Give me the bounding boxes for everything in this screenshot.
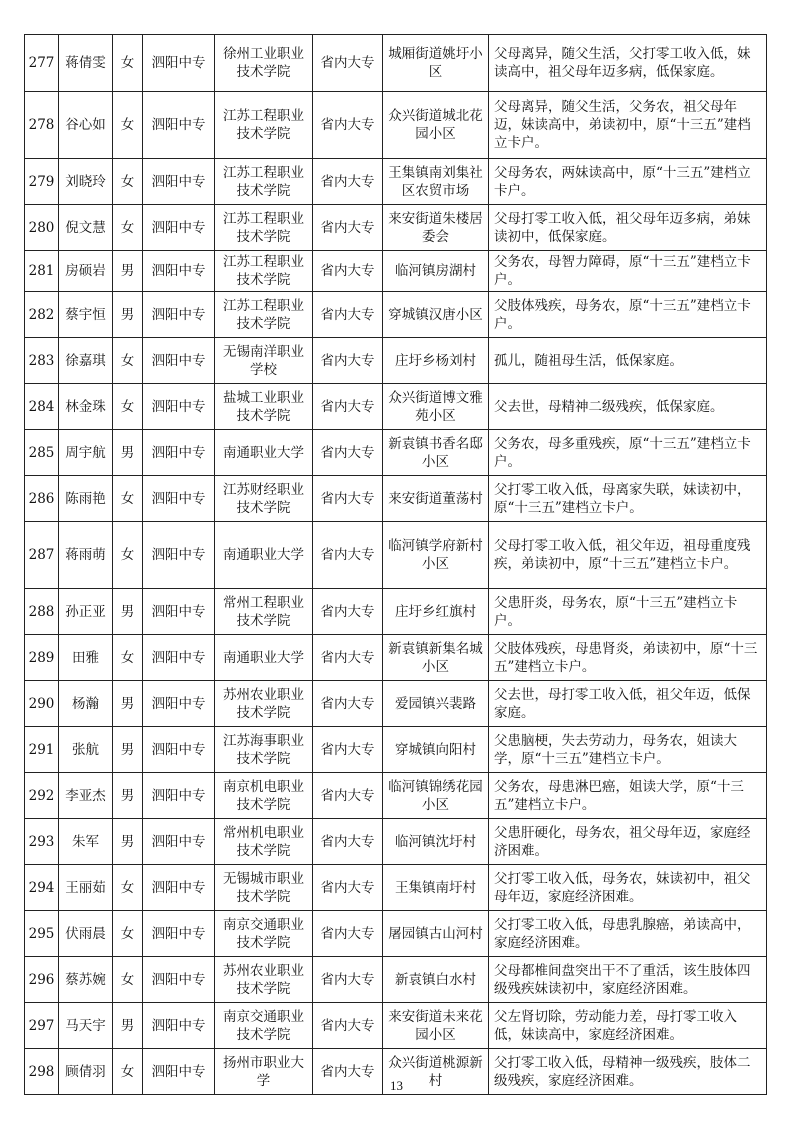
row-number-cell: 291	[25, 727, 59, 773]
gender-cell: 女	[113, 35, 143, 92]
high-school-cell: 泗阳中专	[143, 819, 215, 865]
row-number-cell: 287	[25, 522, 59, 589]
family-situation-cell: 父患肝硬化，母务农，祖父母年迈，家庭经济困难。	[489, 819, 767, 865]
high-school-cell: 泗阳中专	[143, 292, 215, 338]
admission-level-cell: 省内大专	[313, 35, 383, 92]
high-school-cell: 泗阳中专	[143, 159, 215, 205]
student-name-cell: 蒋倩雯	[59, 35, 113, 92]
gender-cell: 男	[113, 292, 143, 338]
family-situation-cell: 父打零工收入低，母离家失联，妹读初中，原“十三五”建档立卡户。	[489, 476, 767, 522]
student-name-cell: 徐嘉琪	[59, 338, 113, 384]
table-row	[25, 205, 767, 251]
row-number-cell: 282	[25, 292, 59, 338]
gender-cell: 男	[113, 773, 143, 819]
college-cell: 南通职业大学	[215, 430, 313, 476]
row-number-cell: 281	[25, 251, 59, 292]
high-school-cell: 泗阳中专	[143, 1003, 215, 1049]
gender-cell: 男	[113, 1003, 143, 1049]
admission-level-cell: 省内大专	[313, 957, 383, 1003]
admission-level-cell: 省内大专	[313, 911, 383, 957]
gender-cell: 男	[113, 589, 143, 635]
high-school-cell: 泗阳中专	[143, 35, 215, 92]
row-number-cell: 290	[25, 681, 59, 727]
college-cell: 无锡南洋职业学校	[215, 338, 313, 384]
home-address-cell: 临河镇学府新村小区	[383, 522, 489, 589]
college-cell: 苏州农业职业技术学院	[215, 957, 313, 1003]
admission-level-cell: 省内大专	[313, 92, 383, 159]
college-cell: 常州工程职业技术学院	[215, 589, 313, 635]
gender-cell: 女	[113, 338, 143, 384]
gender-cell: 女	[113, 384, 143, 430]
student-name-cell: 朱军	[59, 819, 113, 865]
admission-level-cell: 省内大专	[313, 681, 383, 727]
admission-level-cell: 省内大专	[313, 1003, 383, 1049]
table-row	[25, 865, 767, 911]
admission-level-cell: 省内大专	[313, 589, 383, 635]
row-number-cell: 295	[25, 911, 59, 957]
table-row	[25, 957, 767, 1003]
gender-cell: 男	[113, 251, 143, 292]
row-number-cell: 296	[25, 957, 59, 1003]
gender-cell: 女	[113, 911, 143, 957]
home-address-cell: 来安街道未来花园小区	[383, 1003, 489, 1049]
home-address-cell: 屠园镇古山河村	[383, 911, 489, 957]
student-name-cell: 刘晓玲	[59, 159, 113, 205]
student-name-cell: 顾倩羽	[59, 1049, 113, 1095]
admission-level-cell: 省内大专	[313, 205, 383, 251]
college-cell: 扬州市职业大学	[215, 1049, 313, 1095]
home-address-cell: 来安街道朱楼居委会	[383, 205, 489, 251]
high-school-cell: 泗阳中专	[143, 681, 215, 727]
gender-cell: 女	[113, 957, 143, 1003]
admission-level-cell: 省内大专	[313, 727, 383, 773]
gender-cell: 女	[113, 159, 143, 205]
student-name-cell: 马天宇	[59, 1003, 113, 1049]
row-number-cell: 278	[25, 92, 59, 159]
table-row	[25, 1003, 767, 1049]
admission-level-cell: 省内大专	[313, 522, 383, 589]
high-school-cell: 泗阳中专	[143, 773, 215, 819]
student-name-cell: 倪文慧	[59, 205, 113, 251]
admission-level-cell: 省内大专	[313, 159, 383, 205]
college-cell: 南京机电职业技术学院	[215, 773, 313, 819]
table-row	[25, 773, 767, 819]
high-school-cell: 泗阳中专	[143, 205, 215, 251]
college-cell: 南京交通职业技术学院	[215, 911, 313, 957]
college-cell: 江苏工程职业技术学院	[215, 92, 313, 159]
table-row	[25, 430, 767, 476]
high-school-cell: 泗阳中专	[143, 911, 215, 957]
admission-level-cell: 省内大专	[313, 384, 383, 430]
gender-cell: 女	[113, 522, 143, 589]
family-situation-cell: 父肢体残疾，母患肾炎，弟读初中，原“十三五”建档立卡户。	[489, 635, 767, 681]
row-number-cell: 298	[25, 1049, 59, 1095]
admission-level-cell: 省内大专	[313, 819, 383, 865]
student-name-cell: 王丽茹	[59, 865, 113, 911]
college-cell: 苏州农业职业技术学院	[215, 681, 313, 727]
admission-level-cell: 省内大专	[313, 430, 383, 476]
college-cell: 江苏工程职业技术学院	[215, 251, 313, 292]
table-row	[25, 35, 767, 92]
row-number-cell: 277	[25, 35, 59, 92]
high-school-cell: 泗阳中专	[143, 92, 215, 159]
student-name-cell: 李亚杰	[59, 773, 113, 819]
college-cell: 江苏工程职业技术学院	[215, 205, 313, 251]
high-school-cell: 泗阳中专	[143, 251, 215, 292]
student-name-cell: 陈雨艳	[59, 476, 113, 522]
home-address-cell: 穿城镇向阳村	[383, 727, 489, 773]
row-number-cell: 286	[25, 476, 59, 522]
high-school-cell: 泗阳中专	[143, 338, 215, 384]
gender-cell: 女	[113, 476, 143, 522]
table-row	[25, 819, 767, 865]
student-name-cell: 谷心如	[59, 92, 113, 159]
high-school-cell: 泗阳中专	[143, 476, 215, 522]
row-number-cell: 279	[25, 159, 59, 205]
family-situation-cell: 父母务农，两妹读高中，原“十三五”建档立卡户。	[489, 159, 767, 205]
gender-cell: 女	[113, 205, 143, 251]
high-school-cell: 泗阳中专	[143, 522, 215, 589]
student-name-cell: 蔡苏婉	[59, 957, 113, 1003]
high-school-cell: 泗阳中专	[143, 635, 215, 681]
high-school-cell: 泗阳中专	[143, 1049, 215, 1095]
table-row	[25, 727, 767, 773]
table-row	[25, 251, 767, 292]
family-situation-cell: 父左肾切除，劳动能力差，母打零工收入低，妹读高中，家庭经济困难。	[489, 1003, 767, 1049]
student-name-cell: 周宇航	[59, 430, 113, 476]
home-address-cell: 爱园镇兴裴路	[383, 681, 489, 727]
admission-level-cell: 省内大专	[313, 635, 383, 681]
row-number-cell: 284	[25, 384, 59, 430]
family-situation-cell: 父母离异，随父生活，父打零工收入低，妹读高中，祖父母年迈多病，低保家庭。	[489, 35, 767, 92]
admission-level-cell: 省内大专	[313, 476, 383, 522]
row-number-cell: 297	[25, 1003, 59, 1049]
family-situation-cell: 父母离异，随父生活，父务农，祖父母年迈，妹读高中，弟读初中，原“十三五”建档立卡户。	[489, 92, 767, 159]
admission-level-cell: 省内大专	[313, 1049, 383, 1095]
high-school-cell: 泗阳中专	[143, 865, 215, 911]
student-name-cell: 房硕岩	[59, 251, 113, 292]
student-name-cell: 田雅	[59, 635, 113, 681]
gender-cell: 男	[113, 819, 143, 865]
gender-cell: 男	[113, 681, 143, 727]
student-name-cell: 伏雨晨	[59, 911, 113, 957]
table-row	[25, 292, 767, 338]
student-name-cell: 蔡宇恒	[59, 292, 113, 338]
college-cell: 徐州工业职业技术学院	[215, 35, 313, 92]
college-cell: 南通职业大学	[215, 635, 313, 681]
home-address-cell: 众兴街道桃源新村	[383, 1049, 489, 1095]
home-address-cell: 众兴街道博文雅苑小区	[383, 384, 489, 430]
college-cell: 江苏海事职业技术学院	[215, 727, 313, 773]
student-name-cell: 蒋雨萌	[59, 522, 113, 589]
college-cell: 常州机电职业技术学院	[215, 819, 313, 865]
row-number-cell: 285	[25, 430, 59, 476]
student-aid-table	[24, 34, 767, 1095]
family-situation-cell: 父去世，母精神二级残疾，低保家庭。	[489, 384, 767, 430]
family-situation-cell: 父务农，母多重残疾，原“十三五”建档立卡户。	[489, 430, 767, 476]
student-name-cell: 孙正亚	[59, 589, 113, 635]
home-address-cell: 王集镇南圩村	[383, 865, 489, 911]
admission-level-cell: 省内大专	[313, 338, 383, 384]
family-situation-cell: 父打零工收入低，母精神一级残疾，肢体二级残疾，家庭经济困难。	[489, 1049, 767, 1095]
family-situation-cell: 父肢体残疾，母务农，原“十三五”建档立卡户。	[489, 292, 767, 338]
family-situation-cell: 父打零工收入低，母务农，妹读初中，祖父母年迈，家庭经济困难。	[489, 865, 767, 911]
family-situation-cell: 孤儿，随祖母生活，低保家庭。	[489, 338, 767, 384]
admission-level-cell: 省内大专	[313, 773, 383, 819]
family-situation-cell: 父母打零工收入低，祖父母年迈多病，弟妹读初中，低保家庭。	[489, 205, 767, 251]
home-address-cell: 新袁镇白水村	[383, 957, 489, 1003]
home-address-cell: 王集镇南刘集社区农贸市场	[383, 159, 489, 205]
table-row	[25, 476, 767, 522]
family-situation-cell: 父母打零工收入低，祖父年迈，祖母重度残疾，弟读初中，原“十三五”建档立卡户。	[489, 522, 767, 589]
row-number-cell: 293	[25, 819, 59, 865]
gender-cell: 女	[113, 1049, 143, 1095]
table-row	[25, 159, 767, 205]
gender-cell: 女	[113, 92, 143, 159]
admission-level-cell: 省内大专	[313, 865, 383, 911]
family-situation-cell: 父患肝炎，母务农，原“十三五”建档立卡户。	[489, 589, 767, 635]
home-address-cell: 庄圩乡红旗村	[383, 589, 489, 635]
home-address-cell: 众兴街道城北花园小区	[383, 92, 489, 159]
row-number-cell: 288	[25, 589, 59, 635]
table-row	[25, 589, 767, 635]
home-address-cell: 临河镇锦绣花园小区	[383, 773, 489, 819]
student-name-cell: 杨瀚	[59, 681, 113, 727]
family-situation-cell: 父打零工收入低，母患乳腺癌，弟读高中，家庭经济困难。	[489, 911, 767, 957]
row-number-cell: 283	[25, 338, 59, 384]
table-row	[25, 522, 767, 589]
student-name-cell: 林金珠	[59, 384, 113, 430]
gender-cell: 女	[113, 635, 143, 681]
home-address-cell: 穿城镇汉唐小区	[383, 292, 489, 338]
home-address-cell: 临河镇沈圩村	[383, 819, 489, 865]
college-cell: 无锡城市职业技术学院	[215, 865, 313, 911]
home-address-cell: 新袁镇新集名城小区	[383, 635, 489, 681]
family-situation-cell: 父患脑梗，失去劳动力，母务农，姐读大学，原“十三五”建档立卡户。	[489, 727, 767, 773]
table-row	[25, 338, 767, 384]
high-school-cell: 泗阳中专	[143, 727, 215, 773]
row-number-cell: 292	[25, 773, 59, 819]
gender-cell: 女	[113, 865, 143, 911]
page-number: 13	[390, 1078, 403, 1093]
table-row	[25, 92, 767, 159]
home-address-cell: 来安街道董荡村	[383, 476, 489, 522]
admission-level-cell: 省内大专	[313, 251, 383, 292]
table-row	[25, 681, 767, 727]
family-situation-cell: 父母都椎间盘突出干不了重活，该生肢体四级残疾妹读初中，家庭经济困难。	[489, 957, 767, 1003]
high-school-cell: 泗阳中专	[143, 957, 215, 1003]
student-name-cell: 张航	[59, 727, 113, 773]
home-address-cell: 临河镇房湖村	[383, 251, 489, 292]
college-cell: 南通职业大学	[215, 522, 313, 589]
home-address-cell: 城厢街道姚圩小区	[383, 35, 489, 92]
admission-level-cell: 省内大专	[313, 292, 383, 338]
row-number-cell: 280	[25, 205, 59, 251]
table-row	[25, 635, 767, 681]
table-row	[25, 911, 767, 957]
high-school-cell: 泗阳中专	[143, 384, 215, 430]
gender-cell: 男	[113, 430, 143, 476]
row-number-cell: 294	[25, 865, 59, 911]
college-cell: 江苏工程职业技术学院	[215, 292, 313, 338]
row-number-cell: 289	[25, 635, 59, 681]
family-situation-cell: 父去世，母打零工收入低，祖父年迈，低保家庭。	[489, 681, 767, 727]
gender-cell: 男	[113, 727, 143, 773]
college-cell: 江苏工程职业技术学院	[215, 159, 313, 205]
high-school-cell: 泗阳中专	[143, 430, 215, 476]
table-row	[25, 384, 767, 430]
home-address-cell: 新袁镇书香名邸小区	[383, 430, 489, 476]
college-cell: 盐城工业职业技术学院	[215, 384, 313, 430]
family-situation-cell: 父务农，母智力障碍，原“十三五”建档立卡户。	[489, 251, 767, 292]
high-school-cell: 泗阳中专	[143, 589, 215, 635]
family-situation-cell: 父务农，母患淋巴癌，姐读大学，原“十三五”建档立卡户。	[489, 773, 767, 819]
home-address-cell: 庄圩乡杨刘村	[383, 338, 489, 384]
college-cell: 江苏财经职业技术学院	[215, 476, 313, 522]
college-cell: 南京交通职业技术学院	[215, 1003, 313, 1049]
